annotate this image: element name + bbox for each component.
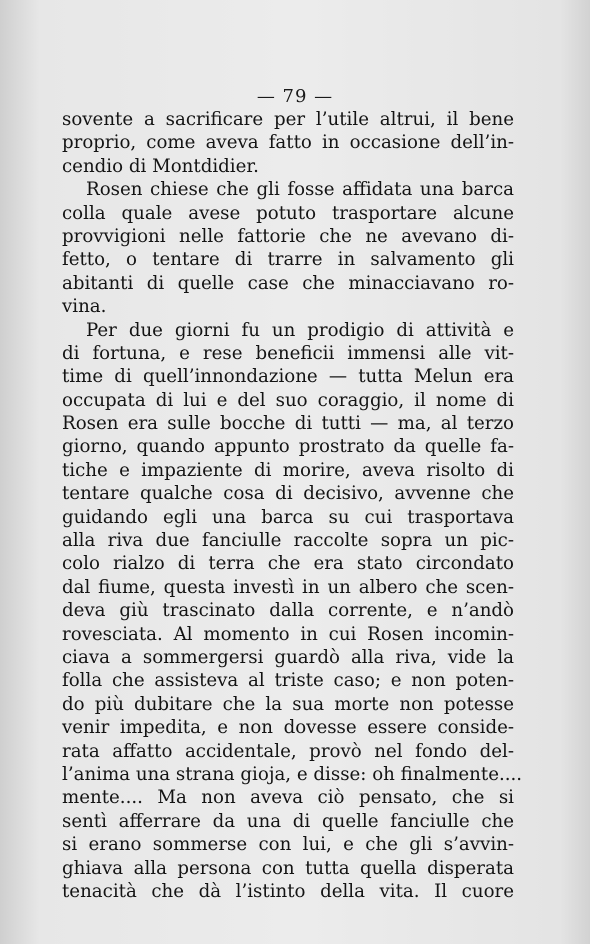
text-line: sovente a sacrificare per l’utile altrui, il bene: [62, 109, 514, 130]
text-line: guidando egli una barca su cui trasportava: [62, 506, 514, 528]
text-line: vina.: [62, 296, 107, 318]
text-line: dal fiume, questa investì in un albero che scen-: [62, 576, 514, 598]
page-number: — 79 —: [256, 86, 334, 107]
text-line: deva giù trascinato dalla corrente, e n’andò: [62, 600, 514, 622]
text-line: fetto, o tentare di trarre in salvamento gli: [62, 249, 514, 271]
text-line: folla che assisteva al triste caso; e non poten-: [62, 670, 514, 692]
text-line: tentare qualche cosa di decisivo, avvenne che: [62, 483, 514, 505]
text-line: si erano sommerse con lui, e che gli s’avvin-: [62, 834, 514, 856]
text-line: abitanti di quelle case che minacciavano ro-: [62, 272, 514, 294]
text-line: cendio di Montdidier.: [62, 155, 259, 177]
text-line: ciava a sommergersi guardò alla riva, vide la: [62, 646, 514, 668]
text-line: provvigioni nelle fattorie che ne avevano di-: [62, 225, 514, 247]
text-line: tiche e impaziente di morire, aveva risolto di: [62, 459, 514, 481]
text-line: ghiava alla persona con tutta quella disperata: [62, 857, 514, 879]
text-line: venir impedita, e non dovesse essere conside-: [62, 717, 514, 739]
text-line: alla riva due fanciulle raccolte sopra un pic-: [62, 530, 514, 552]
text-line: Rosen chiese che gli fosse affidata una barca: [86, 179, 514, 201]
text-line: di fortuna, e rese beneficii immensi alle vit-: [62, 342, 514, 364]
text-line: tenacità che dà l’istinto della vita. Il cuore: [62, 880, 514, 902]
text-line: colo rialzo di terra che era stato circondato: [62, 553, 514, 575]
text-line: rovesciata. Al momento in cui Rosen incomin-: [62, 623, 514, 645]
text-line: do più dubitare che la sua morte non potesse: [62, 693, 514, 715]
text-line: giorno, quando appunto prostrato da quelle fa-: [62, 436, 514, 458]
text-line: occupata di lui e del suo coraggio, il nome di: [62, 389, 514, 411]
text-line: rata affatto accidentale, provò nel fondo del-: [62, 740, 514, 762]
text-line: proprio, come aveva fatto in occasione dell’in-: [62, 132, 514, 154]
text-line: Rosen era sulle bocche di tutti — ma, al terzo: [62, 413, 514, 435]
text-line: l’anima una strana gioja, e disse: oh finalmente....: [62, 763, 523, 785]
text-line: colla quale avese potuto trasportare alcune: [62, 202, 514, 224]
text-line: mente.... Ma non aveva ciò pensato, che si: [62, 787, 514, 809]
text-line: sentì afferrare da una di quelle fanciulle che: [62, 810, 514, 832]
text-line: time di quell’innondazione — tutta Melun era: [62, 366, 514, 388]
body-text: [62, 108, 523, 903]
text-line: Per due giorni fu un prodigio di attività e: [86, 319, 514, 341]
